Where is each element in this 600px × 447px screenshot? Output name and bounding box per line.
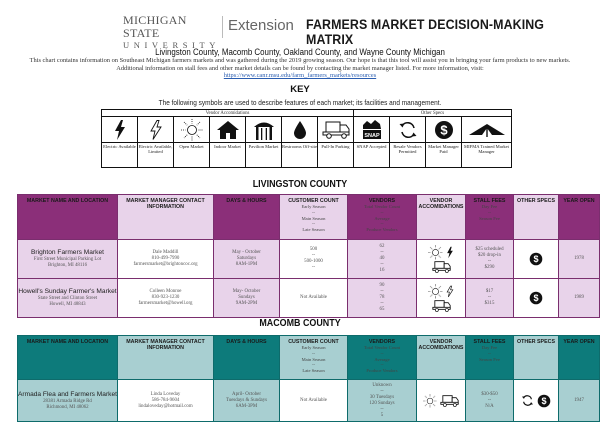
manager-phone: 810-499-7990 [151, 256, 180, 261]
fees-cell [466, 240, 514, 279]
sub-label: Season Fee [479, 356, 500, 362]
manager-phone: 830-923-1230 [151, 295, 180, 300]
sub-label: Total Vendor Count [363, 345, 401, 351]
hours: 9AM-2PM [235, 301, 258, 306]
specs-cell [514, 380, 559, 422]
market-cell [18, 380, 118, 422]
manager-name: Linda Loveday [150, 391, 181, 397]
specs-cell [514, 279, 559, 318]
col-header-fees [466, 336, 514, 380]
page-title: FARMERS MARKET DECISION-MAKING MATRIX [306, 17, 545, 47]
vendors-cell [348, 279, 417, 318]
vendors-produce: 65 [379, 307, 385, 312]
sep: -- [487, 397, 492, 403]
manager-email[interactable]: farmersmarket@howell.org [138, 301, 193, 306]
dollar-icon [529, 291, 543, 305]
market-city: Brighton, MI 48116 [47, 263, 88, 268]
resources-link[interactable]: https://www.canr.msu.edu/farm_farmers_markets/resources [223, 72, 377, 80]
sub-label: Produce Vendors [366, 367, 398, 373]
sep: -- [487, 259, 492, 264]
market-address: 28381 Armada Ridge Rd [43, 398, 92, 404]
truck-icon [318, 117, 354, 143]
accom-cell [417, 240, 466, 279]
market-name: Brighton Farmers Market [31, 249, 104, 256]
sep: -- [380, 301, 384, 306]
fee-day: $17 [485, 289, 494, 294]
months: April- October [232, 391, 261, 397]
sub-label: Average [374, 356, 390, 362]
year-open: 1978 [559, 240, 600, 279]
days-cell [214, 380, 280, 422]
sep: -- [380, 262, 384, 267]
msu-logo [123, 13, 220, 50]
resale-icon [390, 117, 426, 143]
col-header-accom: VENDOR ACCOMIDATIONS [417, 195, 466, 240]
customer-cell [280, 279, 348, 318]
key-label-open-market: Open Market [174, 143, 210, 168]
sub-label: Day Fee [481, 204, 498, 210]
fee-season: $290 [484, 265, 495, 270]
water-drop-icon [282, 117, 318, 143]
logo-divider [222, 16, 223, 38]
sep: -- [380, 250, 384, 255]
vendors-cell [348, 240, 417, 279]
key-label-electric-limited: Electric Available, Limited [138, 143, 174, 168]
sep: -- [380, 388, 384, 394]
contact-cell [118, 380, 214, 422]
customer-main: 500-1000 [304, 259, 323, 264]
sub-label: Produce Vendors [366, 226, 398, 232]
sub-label: Main Season [301, 215, 326, 221]
sub-sep: -- [487, 351, 492, 356]
key-label-indoor-market: Indoor Market [210, 143, 246, 168]
col-header-fees-label: STALL FEES [473, 198, 506, 204]
key-label-manager-paid: Market Manager Paid [426, 143, 462, 168]
table-header-row [18, 195, 600, 240]
page-header [0, 12, 600, 50]
customer-count: Not Available [300, 397, 327, 403]
sub-label: Early Season [301, 204, 326, 210]
key-label-snap: SNAP Accepted [354, 143, 390, 168]
truck-icon [432, 300, 451, 312]
sub-sep: -- [380, 362, 384, 368]
fee-season: $315 [484, 301, 495, 306]
col-header-fees [466, 195, 514, 240]
manager-email[interactable]: lindaloveday@hotmail.com [138, 403, 193, 409]
truck-icon [432, 261, 451, 273]
col-header-customer [280, 336, 348, 380]
manager-phone: 586-784-9604 [151, 397, 180, 403]
table-row [18, 279, 600, 318]
sub-label: Early Season [301, 345, 326, 351]
vendors-average: 78 [379, 295, 385, 300]
sub-sep: -- [311, 351, 316, 356]
col-header-contact: MARKET MANAGER CONTACT INFORMATION [118, 336, 214, 380]
hours: 6AM-3PM [235, 403, 258, 409]
col-header-vendors-label: VENDORS [368, 339, 396, 345]
table-row [18, 240, 600, 279]
market-city: Richmond, MI 48062 [46, 404, 89, 410]
days: Tuesdays & Sundays [225, 397, 268, 403]
col-header-customer-label: CUSTOMER COUNT [288, 198, 339, 204]
market-cell [18, 279, 118, 318]
sub-label: Total Vendor Count [363, 204, 401, 210]
electric-limited-icon [446, 285, 454, 298]
vendors-average: 30 Tuesdays [369, 394, 395, 400]
key-label-pull-in-parking: Pull-In Parking [318, 143, 354, 168]
vendors-total: 62 [379, 244, 385, 249]
year-open: 1947 [559, 380, 600, 422]
market-name: Howell's Sunday Farmer's Market [18, 288, 117, 295]
sun-icon [423, 394, 437, 408]
col-header-vendors [348, 336, 417, 380]
sub-label: Season Fee [479, 215, 500, 221]
extension-label: Extension [228, 17, 294, 34]
electric-icon [102, 117, 138, 143]
svg-text:$: $ [541, 395, 547, 406]
col-header-vendors [348, 195, 417, 240]
snap-icon [354, 117, 390, 143]
days-cell [214, 279, 280, 318]
truck-icon [440, 395, 459, 407]
col-header-contact: MARKET MANAGER CONTACT INFORMATION [118, 195, 214, 240]
market-address: State Street and Clinton Street [37, 296, 98, 301]
counties-subtitle: Livingston County, Macomb County, Oakland County, and Wayne County Michigan [155, 47, 445, 57]
customer-late: -- [311, 265, 316, 270]
dollar-icon [537, 394, 551, 408]
resale-icon [521, 394, 534, 407]
svg-text:$: $ [533, 254, 539, 265]
fees-cell [466, 279, 514, 318]
key-group-other: Other Specs [354, 110, 512, 117]
sub-sep: -- [380, 351, 384, 356]
sep: -- [487, 295, 492, 300]
svg-text:$: $ [533, 293, 539, 304]
col-header-customer-label: CUSTOMER COUNT [288, 339, 339, 345]
months: May- October [232, 289, 261, 294]
fee-day: $25 scheduled [475, 247, 504, 252]
table-header-row [18, 336, 600, 380]
table-row [18, 380, 600, 422]
col-header-accom: VENDOR ACCOMIDATIONS [417, 336, 466, 380]
svg-text:SNAP: SNAP [363, 132, 380, 139]
sub-sep: -- [311, 362, 316, 368]
dollar-icon [426, 117, 462, 143]
customer-early: 500 [309, 247, 318, 252]
macomb-county-title: MACOMB COUNTY [259, 317, 341, 329]
key-label-mifma: MIFMA Trained Market Manager [462, 143, 512, 168]
months: May - October [232, 250, 261, 255]
sub-label: Average [374, 215, 390, 221]
manager-name: Dale Maddill [152, 250, 179, 255]
hours: 8AM-1PM [235, 262, 258, 267]
col-header-vendors-label: VENDORS [368, 198, 396, 204]
vendors-produce: 16 [379, 268, 385, 273]
key-title: KEY [290, 84, 310, 95]
vendors-average: 120 Sundays [369, 400, 395, 406]
key-subtitle: The following symbols are used to describe features of each market; its facilities and management. [158, 98, 442, 107]
sun-icon [174, 117, 210, 143]
intro-paragraph [18, 57, 582, 80]
market-address: First Street Municipal Parking Lot [33, 257, 102, 262]
fees-cell [466, 380, 514, 422]
vendors-total: Unknown [372, 382, 392, 388]
col-header-year: YEAR OPEN [559, 336, 600, 380]
sub-sep: -- [311, 221, 316, 227]
manager-name: Colleen Monroe [149, 289, 182, 294]
house-icon [210, 117, 246, 143]
specs-cell [514, 240, 559, 279]
intro-text: This chart contains information on Southeast Michigan farmers markets and was gathered during the 2019 growing season. Our hope is that this tool will assist you in bringing your farm products to new markets. Additional information on stall fees and other market details can be found by contacting the market manager listed. For more information, visit: [29, 57, 571, 72]
col-header-name: MARKET NAME AND LOCATION [18, 336, 118, 380]
days: Sundays [238, 295, 255, 300]
col-header-specs: OTHER SPECS [514, 195, 559, 240]
sep: -- [380, 406, 384, 412]
logo-line-2: UNIVERSITY [123, 40, 220, 50]
col-header-days: DAYS & HOURS [214, 195, 280, 240]
col-header-specs: OTHER SPECS [514, 336, 559, 380]
accom-cell [417, 279, 466, 318]
sun-icon [428, 284, 443, 299]
sub-label: Day Fee [481, 345, 498, 351]
key-label-pavilion-market: Pavilion Market [246, 143, 282, 168]
tent-icon [462, 117, 512, 143]
contact-cell [118, 240, 214, 279]
col-header-year: YEAR OPEN [559, 195, 600, 240]
pavilion-icon [246, 117, 282, 143]
sub-sep: -- [380, 210, 384, 215]
key-table [101, 109, 512, 168]
year-open: 1989 [559, 279, 600, 318]
sub-label: Late Season [302, 367, 325, 373]
accom-cell [417, 380, 466, 422]
col-header-customer [280, 195, 348, 240]
sub-sep: -- [487, 210, 492, 215]
customer-count: Not Available [300, 295, 327, 300]
sub-label: Main Season [301, 356, 326, 362]
vendors-cell [348, 380, 417, 422]
livingston-table [17, 194, 600, 318]
vendors-average: 40 [379, 256, 385, 261]
customer-cell [280, 240, 348, 279]
col-header-name: MARKET NAME AND LOCATION [18, 195, 118, 240]
vendors-total: 90 [379, 283, 385, 288]
electric-icon [446, 246, 454, 259]
livingston-county-title: LIVINGSTON COUNTY [252, 178, 348, 190]
manager-email[interactable]: farmersmarket@brightoncoc.org [133, 262, 198, 267]
col-header-fees-label: STALL FEES [473, 339, 506, 345]
svg-text:$: $ [439, 122, 448, 137]
fee-season: N/A [485, 403, 494, 409]
sep: -- [311, 253, 316, 258]
days: Saturdays [236, 256, 257, 261]
fee-day: $20 drop-in [478, 253, 501, 258]
sun-icon [428, 245, 443, 260]
key-label-electric: Electric Available [102, 143, 138, 168]
col-header-days: DAYS & HOURS [214, 336, 280, 380]
fee-day: $30-$50 [481, 391, 498, 397]
electric-limited-icon [138, 117, 174, 143]
market-city: Howell, MI 48843 [49, 302, 86, 307]
dollar-icon [529, 252, 543, 266]
sub-label: Late Season [302, 226, 325, 232]
macomb-table [17, 335, 600, 422]
key-group-vendor: Vendor Accomidations [102, 110, 354, 117]
market-name: Armada Flea and Farmers Market [18, 390, 117, 398]
contact-cell [118, 279, 214, 318]
key-label-restrooms: Restrooms Off-site [282, 143, 318, 168]
sub-sep: -- [380, 221, 384, 227]
logo-line-1: MICHIGAN STATE [123, 13, 187, 40]
customer-cell [280, 380, 348, 422]
vendors-produce: 5 [380, 412, 384, 418]
days-cell [214, 240, 280, 279]
sep: -- [380, 289, 384, 294]
market-cell [18, 240, 118, 279]
sub-sep: -- [311, 210, 316, 215]
key-label-resale: Resale Vendors Permitted [390, 143, 426, 168]
